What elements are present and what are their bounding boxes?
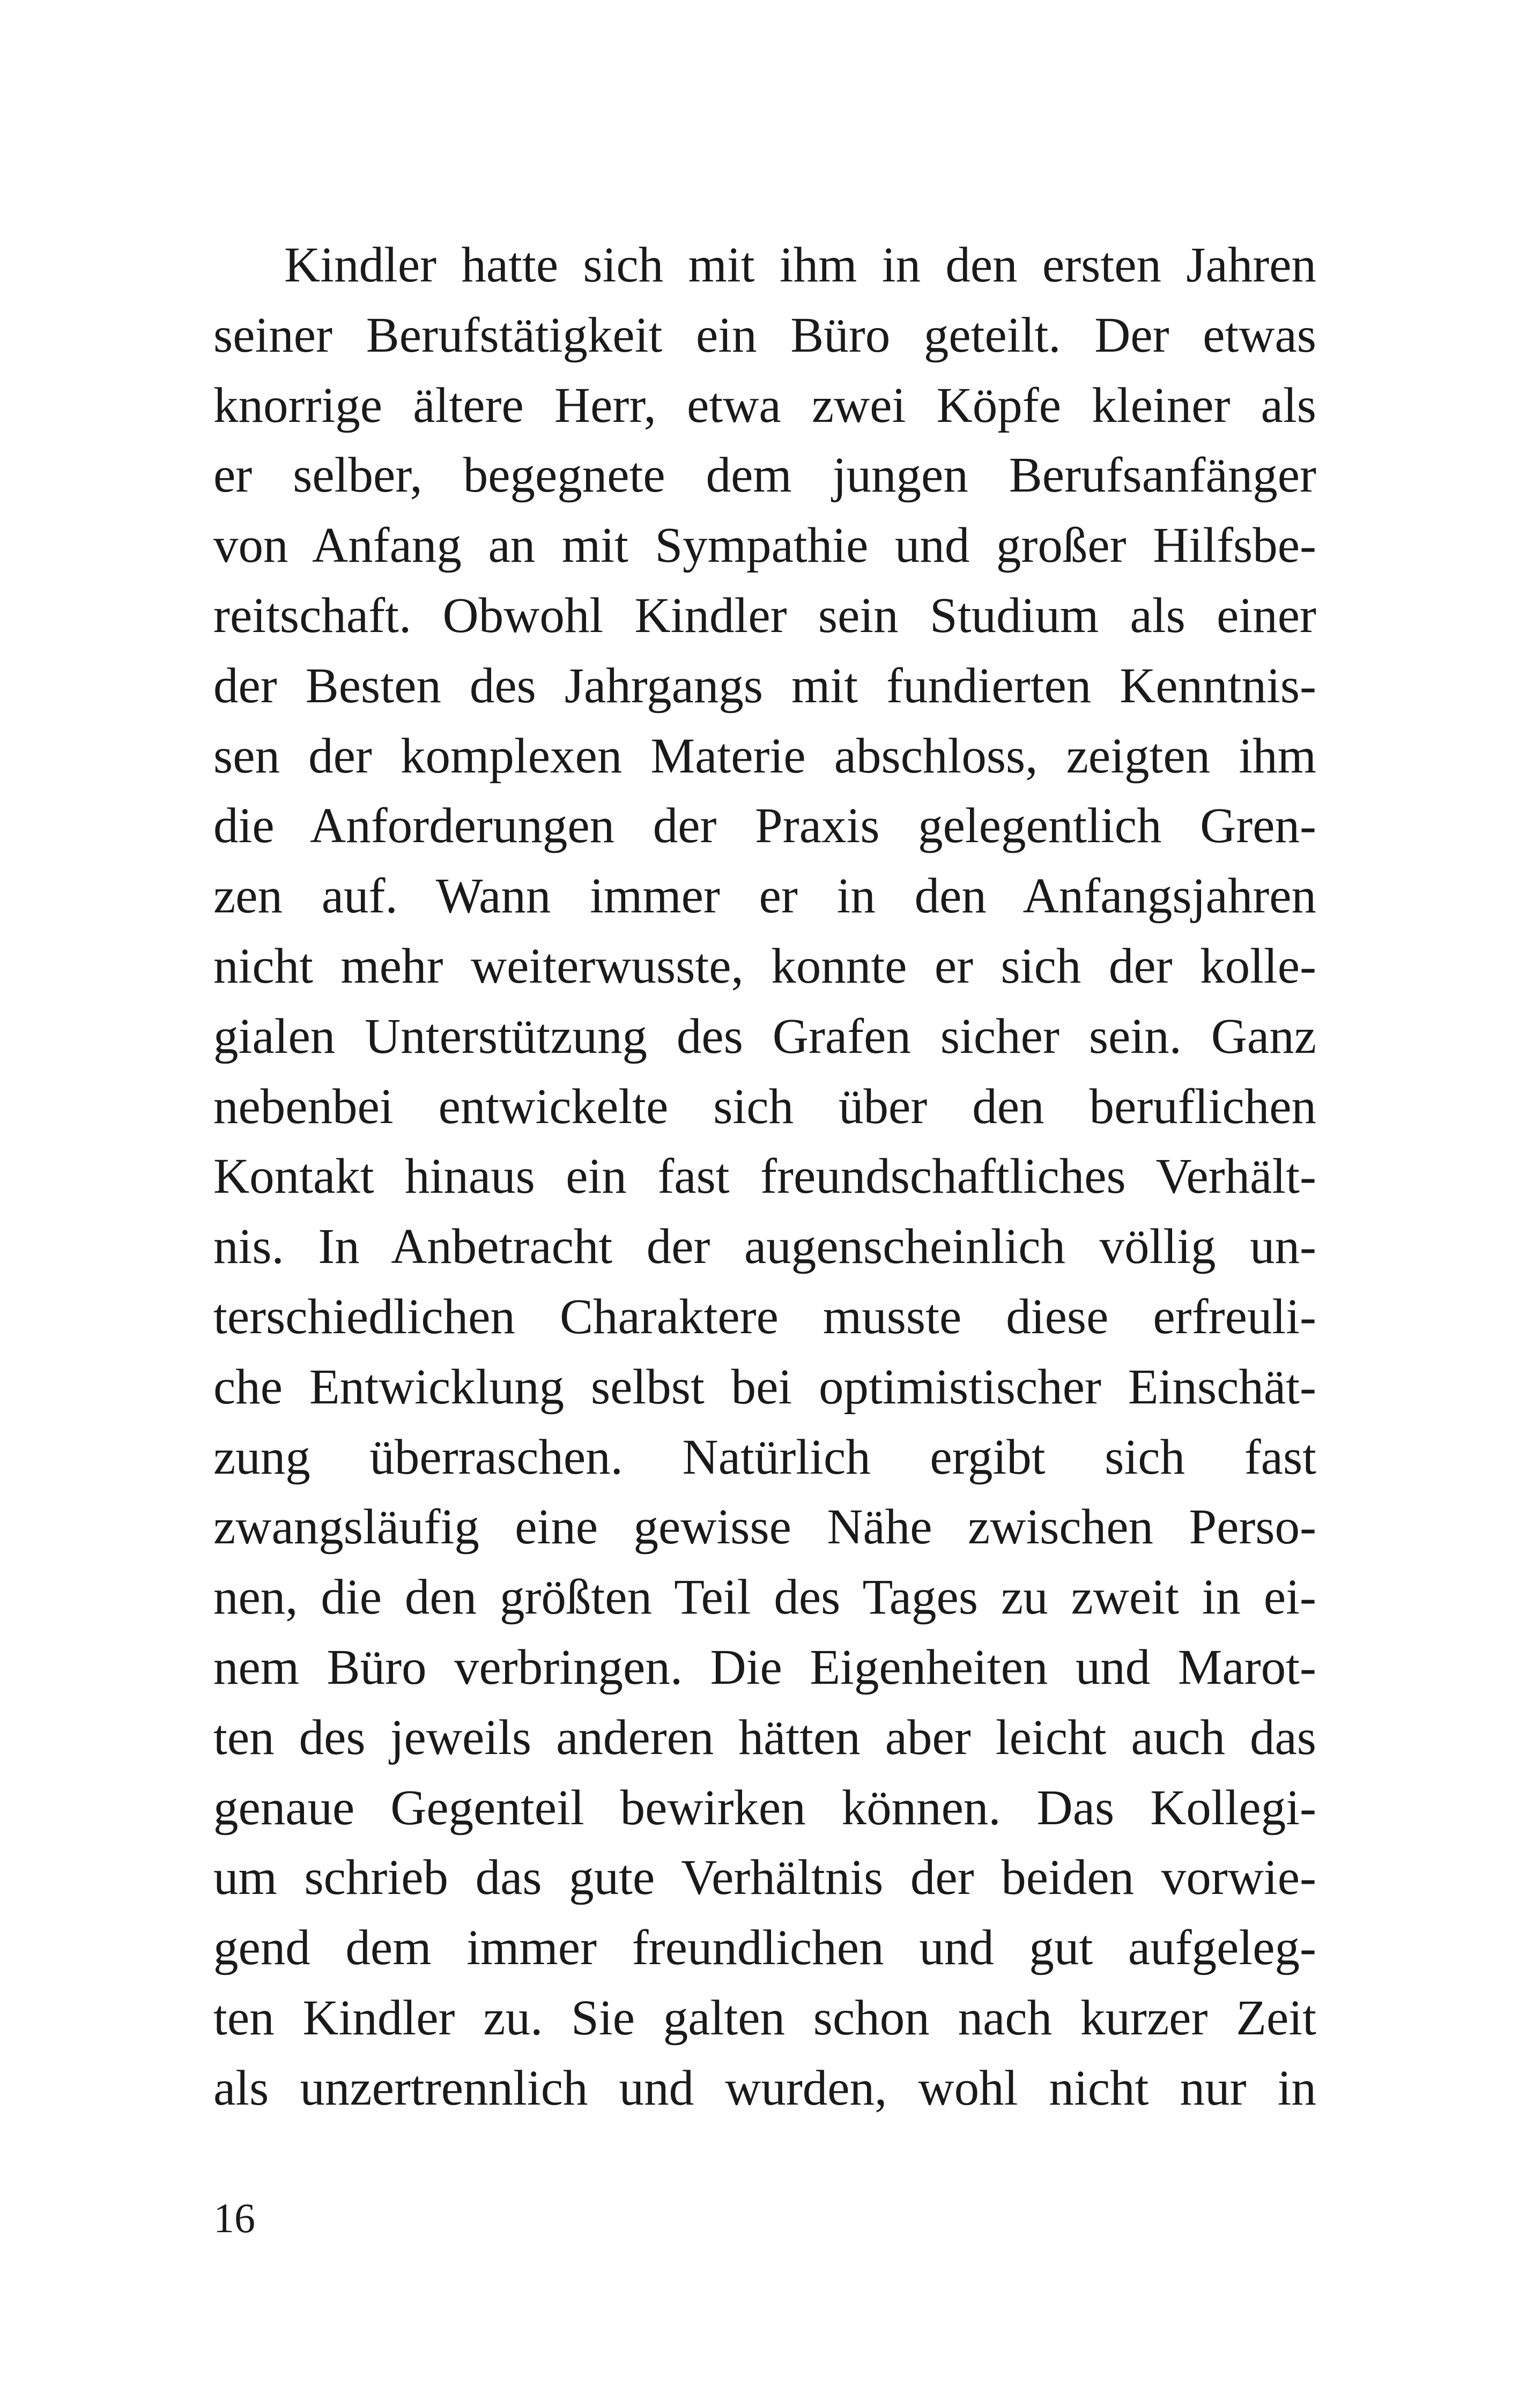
text-line: zung überraschen. Natürlich ergibt sich fast xyxy=(213,1429,1316,1485)
text-line: nebenbei entwickelte sich über den beruflichen xyxy=(213,1079,1316,1134)
text-line: che Entwicklung selbst bei optimistischer Einschät- xyxy=(213,1359,1316,1415)
text-line: von Anfang an mit Sympathie und großer Hilfsbe- xyxy=(213,518,1316,574)
text-line: Kindler hatte sich mit ihm in den ersten Jahren xyxy=(284,237,1316,293)
text-line: zen auf. Wann immer er in den Anfangsjahren xyxy=(213,868,1316,924)
text-line: nem Büro verbringen. Die Eigenheiten und Marot- xyxy=(213,1639,1316,1695)
text-line: nicht mehr weiterwusste, konnte er sich der kolle- xyxy=(213,938,1316,994)
text-line: terschiedlichen Charaktere musste diese erfreuli- xyxy=(213,1289,1316,1344)
text-line: knorrige ältere Herr, etwa zwei Köpfe kleiner als xyxy=(213,377,1316,433)
text-line: der Besten des Jahrgangs mit fundierten Kenntnis- xyxy=(213,658,1316,714)
text-line: ten des jeweils anderen hätten aber leicht auch das xyxy=(213,1710,1316,1765)
text-line: Kontakt hinaus ein fast freundschaftliches Verhält- xyxy=(213,1149,1316,1205)
text-line: nis. In Anbetracht der augenscheinlich völlig un- xyxy=(213,1219,1316,1275)
text-line: genaue Gegenteil bewirken können. Das Kollegi- xyxy=(213,1780,1316,1835)
text-line: die Anforderungen der Praxis gelegentlich Gren- xyxy=(213,798,1316,854)
text-line: sen der komplexen Materie abschloss, zeigten ihm xyxy=(213,728,1316,784)
text-line: zwangsläufig eine gewisse Nähe zwischen Perso- xyxy=(213,1499,1316,1555)
page-number: 16 xyxy=(213,2195,255,2241)
text-line: seiner Berufstätigkeit ein Büro geteilt. Der etwas xyxy=(213,307,1316,363)
body-text xyxy=(213,231,1316,2124)
text-line: ten Kindler zu. Sie galten schon nach kurzer Zeit xyxy=(213,1990,1316,2046)
text-line: um schrieb das gute Verhältnis der beiden vorwie- xyxy=(213,1850,1316,1906)
text-line: gend dem immer freundlichen und gut aufgeleg- xyxy=(213,1920,1316,1976)
text-line: er selber, begegnete dem jungen Berufsanfänger xyxy=(213,448,1316,503)
text-line: als unzertrennlich und wurden, wohl nicht nur in xyxy=(213,2060,1316,2116)
text-line: nen, die den größten Teil des Tages zu zweit in ei- xyxy=(213,1570,1316,1625)
text-line: reitschaft. Obwohl Kindler sein Studium als einer xyxy=(213,588,1316,643)
text-line: gialen Unterstützung des Grafen sicher sein. Ganz xyxy=(213,1008,1316,1064)
